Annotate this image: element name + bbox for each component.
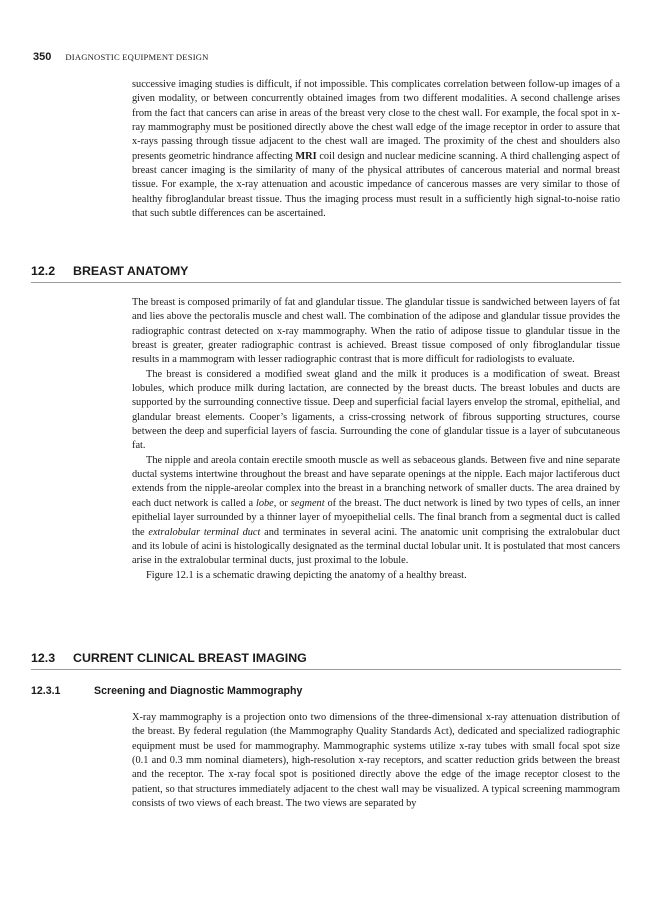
anatomy-paragraph-1: The breast is composed primarily of fat and glandular tissue. The glandular tissue is sandwiched between layers of fat and lies above the pectoralis muscle and chest wall. The combination of the adipose and glandular tissue provides the radiographic contrast detected on x-ray mammography. When the ratio of adipose tissue to glandular tissue in the breast is greater, greater radiographic contrast is achieved. Breast tissue composed of only fibroglandular tissue results in a mammogram with lesser radiographic contrast that is more difficult for radiologists to evaluate. xyxy=(132,297,620,366)
intro-text-part-1: successive imaging studies is difficult, if not impossible. This complicates correlation between follow-up images of a given modality, or between concurrently obtained images from two different modalities. A second challenge arises from the fact that cancers can arise in areas of the breast very close to the chest wall. For example, the focal spot in x-ray mammography must be positioned directly above the chest wall edge of the image receptor in order to assure that x-rays passing through tissue adjacent to the chest wall are imaged. The proximity of the chest and shoulders also presents geometric hindrance affecting xyxy=(132,79,620,162)
intro-text-block xyxy=(132,78,620,221)
running-head-title: DIAGNOSTIC EQUIPMENT DESIGN xyxy=(65,52,209,62)
anatomy-paragraph-2: The breast is considered a modified sweat gland and the milk it produces is a modification of sweat. Breast lobules, which produce milk during lactation, are connected by the breast ducts. The breast lobules and ducts are supported by the surrounding connective tissue. Deep and superficial facial layers envelop the stromal, epithelial, and glandular breast elements. Cooper’s ligaments, a criss-crossing network of fibrous supporting structures, course between the deep and superficial layers of fascia. Surrounding the cone of glandular tissue is a layer of subcutaneous fat. xyxy=(132,368,620,452)
intro-bold-term: MRI xyxy=(295,150,317,162)
section-title: CURRENT CLINICAL BREAST IMAGING xyxy=(73,651,307,665)
section-title: BREAST ANATOMY xyxy=(73,264,189,278)
anatomy-p3-text-1: The nipple and areola contain erectile smooth muscle as well as sebaceous glands. Between five and nine separate ductal systems intertwine throughout the breast and have separate openings at the nipple. Each major lactiferous duct extends from the nipple-areolar complex into the breast in a branching network of smaller ducts. The area drained by each duct network is called a xyxy=(132,454,620,509)
section-number: 12.2 xyxy=(31,264,56,278)
breast-anatomy-text-block xyxy=(132,296,620,583)
intro-text-part-2: coil design and nuclear medicine scanning. A third challenging aspect of breast cancer imaging is the similarity of many of the physical attributes of cancerous material and normal breast tissue. For example, the x-ray attenuation and acoustic impedance of cancerous masses are very similar to those of healthy fibroglandular breast tissue. Thus the imaging process must result in a sufficiently high signal-to-noise ratio that such subtle differences can be ascertained. xyxy=(132,150,620,220)
anatomy-p3-italic-lobe: lobe xyxy=(255,497,274,509)
anatomy-p3-italic-duct: extralobular terminal duct xyxy=(148,526,261,538)
subsection-title: Screening and Diagnostic Mammography xyxy=(94,685,303,697)
section-number: 12.3 xyxy=(31,651,56,665)
anatomy-paragraph-4: Figure 12.1 is a schematic drawing depicting the anatomy of a healthy breast. xyxy=(146,569,467,581)
page-number: 350 xyxy=(33,51,52,63)
section-heading-breast-anatomy xyxy=(31,264,621,283)
subsection-heading-mammography xyxy=(31,685,302,697)
running-head xyxy=(33,47,633,63)
subsection-number: 12.3.1 xyxy=(31,685,61,697)
anatomy-p3-italic-segment: segment xyxy=(290,497,325,509)
mammography-paragraph-1: X-ray mammography is a projection onto two dimensions of the three-dimensional x-ray attenuation distribution of the breast. By federal regulation (the Mammography Quality Standards Act), dedicated and specialized radiographic equipment must be used for mammography. Mammographic systems utilize x-ray tubes with small focal spot size (0.1 and 0.3 mm nominal diameters), high-resolution x-ray receptors, and scatter reduction grids between the breast and the receptor. The x-ray focal spot is positioned directly above the edge of the image receptor closest to the patient, so that structures immediately adjacent to the chest wall may be visualized. A typical screening mammogram consists of two views of each breast. The two views are separated by xyxy=(132,712,620,810)
intro-paragraph xyxy=(132,78,620,221)
anatomy-p3-text-4: and terminates in several acini. The anatomic unit comprising the extralobular duct and its lobule of acini is histologically designated as the terminal ductal lobular unit. It is postulated that most cancers arise in the extralobular terminal ducts, just proximal to the lobule. xyxy=(132,526,620,567)
mammography-text-block xyxy=(132,711,620,811)
anatomy-paragraph-3 xyxy=(132,454,620,569)
anatomy-p3-text-2: , or xyxy=(273,497,291,509)
anatomy-p3-text-3: of the breast. The duct network is lined by two types of cells, an inner epithelial layer surrounded by a thinner layer of myoepithelial cells. The final branch from a segmental duct is called the xyxy=(132,497,621,538)
section-heading-clinical-imaging xyxy=(31,651,621,670)
